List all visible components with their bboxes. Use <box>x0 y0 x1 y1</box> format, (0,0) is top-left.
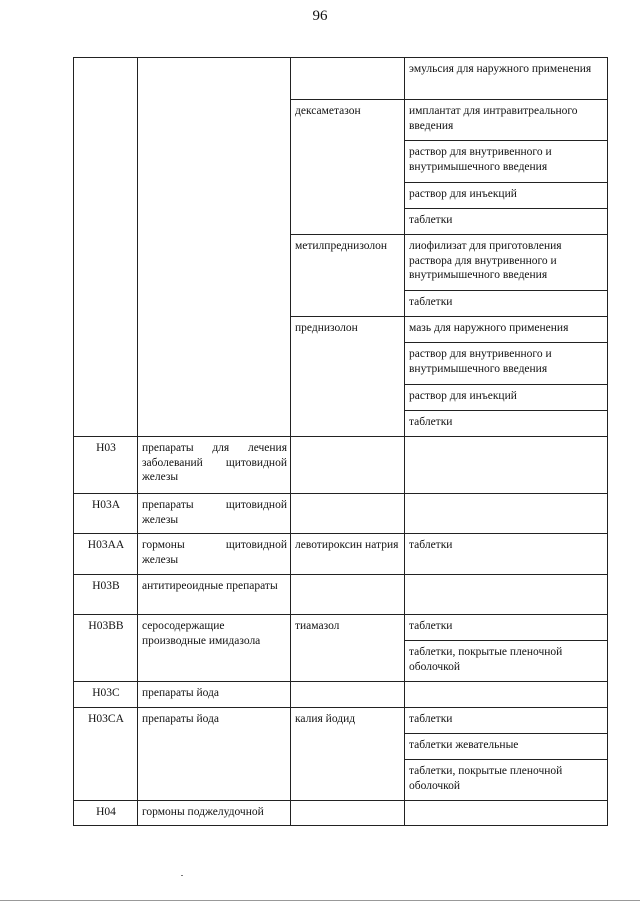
atc-name-cell: препараты йода <box>138 682 291 708</box>
atc-code-cell: H03 <box>74 437 138 494</box>
dosage-form-cell: таблетки, покрытые пленочной оболочкой <box>405 760 608 801</box>
atc-code-cell: H04 <box>74 801 138 826</box>
dosage-form-cell: мазь для наружного применения <box>405 317 608 343</box>
dosage-form-cell <box>405 494 608 534</box>
dosage-form-cell: лиофилизат для приготовления раствора для внутривенного и внутримышечного введения <box>405 235 608 291</box>
dosage-form-cell: таблетки <box>405 291 608 317</box>
atc-name-cell: гормоны щитовидной железы <box>138 534 291 575</box>
scan-speck <box>181 875 183 876</box>
substance-cell: преднизолон <box>291 317 405 437</box>
dosage-form-cell: таблетки <box>405 209 608 235</box>
atc-code-cell: H03B <box>74 575 138 615</box>
dosage-form-cell: таблетки <box>405 411 608 437</box>
substance-cell <box>291 58 405 100</box>
dosage-form-cell <box>405 575 608 615</box>
dosage-form-cell <box>405 801 608 826</box>
atc-name-cell: препараты для лечения заболеваний щитовидной железы <box>138 437 291 494</box>
atc-name-cell <box>138 58 291 437</box>
substance-cell <box>291 682 405 708</box>
substance-cell: метилпреднизолон <box>291 235 405 317</box>
dosage-form-cell: раствор для внутривенного и внутримышечного введения <box>405 141 608 183</box>
atc-name-cell: препараты йода <box>138 708 291 801</box>
table-row <box>74 58 608 100</box>
dosage-form-cell: раствор для инъекций <box>405 183 608 209</box>
dosage-form-cell: таблетки жевательные <box>405 734 608 760</box>
atc-name-cell: серосодержащие производные имидазола <box>138 615 291 682</box>
page-bottom-edge <box>0 900 640 901</box>
dosage-form-cell: эмульсия для наружного применения <box>405 58 608 100</box>
substance-cell: дексаметазон <box>291 100 405 235</box>
substance-cell <box>291 494 405 534</box>
dosage-form-cell: таблетки <box>405 708 608 734</box>
table-row <box>74 437 608 494</box>
substance-cell: калия йодид <box>291 708 405 801</box>
table-row <box>74 494 608 534</box>
atc-code-cell <box>74 58 138 437</box>
dosage-form-cell: раствор для внутривенного и внутримышечного введения <box>405 343 608 385</box>
substance-cell <box>291 575 405 615</box>
atc-name-cell: препараты щитовидной железы <box>138 494 291 534</box>
atc-name-cell: гормоны поджелудочной <box>138 801 291 826</box>
dosage-form-cell: таблетки <box>405 615 608 641</box>
table-row <box>74 534 608 575</box>
table-row <box>74 801 608 826</box>
dosage-form-cell <box>405 437 608 494</box>
substance-cell <box>291 437 405 494</box>
substance-cell: тиамазол <box>291 615 405 682</box>
dosage-form-cell: таблетки, покрытые пленочной оболочкой <box>405 641 608 682</box>
dosage-form-cell: имплантат для интравитреального введения <box>405 100 608 141</box>
dosage-form-cell <box>405 682 608 708</box>
page-number: 96 <box>312 8 328 24</box>
atc-code-cell: H03A <box>74 494 138 534</box>
atc-name-cell: антитиреоидные препараты <box>138 575 291 615</box>
dosage-form-cell: раствор для инъекций <box>405 385 608 411</box>
drug-table <box>73 57 608 826</box>
table-row <box>74 708 608 734</box>
table-row <box>74 615 608 641</box>
substance-cell: левотироксин натрия <box>291 534 405 575</box>
atc-code-cell: H03CA <box>74 708 138 801</box>
table-row <box>74 575 608 615</box>
atc-code-cell: H03AA <box>74 534 138 575</box>
substance-cell <box>291 801 405 826</box>
dosage-form-cell: таблетки <box>405 534 608 575</box>
table-row <box>74 682 608 708</box>
atc-code-cell: H03C <box>74 682 138 708</box>
atc-code-cell: H03BB <box>74 615 138 682</box>
